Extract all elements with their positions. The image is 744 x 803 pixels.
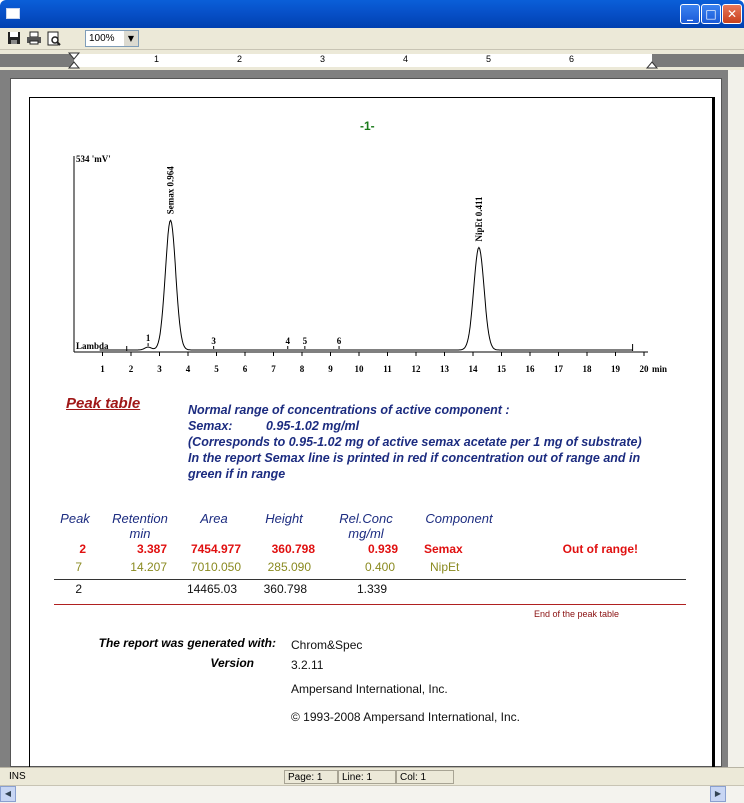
- right-indent-marker[interactable]: [646, 53, 658, 68]
- ruler-body: [74, 54, 652, 67]
- print-icon[interactable]: [26, 31, 42, 47]
- ruler-number: 1: [154, 54, 160, 64]
- col-header-relconc-label: Rel.Conc: [339, 511, 393, 526]
- title-bar: [0, 0, 744, 28]
- table-cell-peak: 7: [75, 560, 82, 574]
- table-end-note: End of the peak table: [534, 609, 620, 619]
- concentration-note: [188, 402, 668, 482]
- table-cell-conc: 0.939: [367, 542, 398, 556]
- table-cell-retention: 3.387: [136, 542, 167, 556]
- vertical-scrollbar[interactable]: [728, 70, 744, 767]
- table-cell-area: 7010.050: [190, 560, 241, 574]
- col-header-retention: [100, 511, 180, 541]
- peak-label: NipEt 0.411: [473, 196, 484, 242]
- note-line: (Corresponds to 0.95-1.02 mg of active semax acetate per 1 mg of substrate): [188, 435, 642, 449]
- signal-trace: [100, 220, 633, 350]
- col-header-height: Height: [265, 511, 303, 526]
- note-line: Normal range of concentrations of active component :: [188, 403, 510, 417]
- note-line: In the report Semax line is printed in red if concentration out of range and in green if in range: [188, 451, 641, 481]
- x-axis-unit: min: [652, 364, 668, 374]
- ruler-number: 3: [320, 54, 326, 64]
- note-semax-range: 0.95-1.02 mg/ml: [266, 419, 360, 433]
- x-tick-label: 17: [554, 364, 563, 374]
- table-cell-component: NipEt: [430, 560, 460, 574]
- x-tick-label: 16: [525, 364, 535, 374]
- x-tick-label: 19: [611, 364, 620, 374]
- note-line: [188, 418, 668, 434]
- x-axis-caption: Lambda: [76, 341, 109, 351]
- toolbar: [0, 28, 744, 50]
- note-semax-label: Semax:: [188, 419, 233, 433]
- peak-label: Semax 0.964: [165, 166, 176, 215]
- x-tick-label: 18: [582, 364, 592, 374]
- col-header-retention-label: Retention: [112, 511, 168, 526]
- status-line: Line: 1: [338, 770, 396, 784]
- copyright: © 1993-2008 Ampersand International, Inc.: [291, 710, 520, 724]
- x-tick-label: 15: [497, 364, 506, 374]
- table-divider: [54, 579, 686, 580]
- table-cell-height: 285.090: [267, 560, 311, 574]
- peak-number-label: 3: [211, 336, 216, 346]
- x-tick-label: 20: [639, 364, 649, 374]
- zoom-select[interactable]: [85, 30, 139, 47]
- peak-number-label: 6: [336, 336, 342, 346]
- zoom-value: 100%: [89, 33, 115, 44]
- horizontal-scrollbar[interactable]: [0, 785, 744, 803]
- peak-number-label: 4: [285, 336, 290, 346]
- ruler-number: 5: [486, 54, 492, 64]
- ruler-number: 2: [237, 54, 243, 64]
- x-tick-label: 11: [383, 364, 392, 374]
- maximize-button[interactable]: □: [701, 4, 721, 24]
- x-tick-label: 6: [242, 364, 248, 374]
- table-cell-height: 360.798: [271, 542, 315, 556]
- x-tick-label: 2: [128, 364, 134, 374]
- x-tick-label: 5: [214, 364, 219, 374]
- total-cell-peak: 2: [75, 582, 82, 596]
- status-bar: [0, 767, 744, 785]
- x-tick-label: 7: [271, 364, 276, 374]
- chromatogram-chart: [60, 150, 668, 375]
- col-header-area: Area: [200, 511, 228, 526]
- col-header-peak: Peak: [60, 511, 90, 526]
- version-label: Version: [210, 656, 254, 670]
- left-indent-marker[interactable]: [68, 53, 80, 68]
- status-out-of-range: Out of range!: [562, 542, 638, 556]
- ruler: [0, 50, 744, 70]
- ruler-number: 6: [569, 54, 575, 64]
- app-icon[interactable]: [6, 8, 20, 19]
- peak-number-label: 1: [145, 333, 151, 344]
- status-col: Col: 1: [396, 770, 454, 784]
- ruler-number: 4: [403, 54, 409, 64]
- x-tick-label: 12: [411, 364, 421, 374]
- status-mode: INS: [9, 771, 26, 782]
- table-end-line: [54, 604, 686, 605]
- total-cell-conc: 1.339: [356, 582, 387, 596]
- x-tick-label: 10: [354, 364, 364, 374]
- x-tick-label: 14: [468, 364, 478, 374]
- peak-number-label: 5: [302, 336, 308, 346]
- x-tick-label: 4: [185, 364, 191, 374]
- col-header-relconc-unit: mg/ml: [348, 526, 384, 541]
- table-cell-retention: 14.207: [130, 560, 167, 574]
- x-tick-label: 3: [157, 364, 162, 374]
- peak-table-title: Peak table: [66, 395, 141, 412]
- status-page: Page: 1: [284, 770, 338, 784]
- x-tick-label: 9: [328, 364, 333, 374]
- generated-with-label: The report was generated with:: [98, 636, 276, 650]
- print-preview-icon[interactable]: [46, 31, 62, 47]
- total-cell-area: 14465.03: [186, 582, 237, 596]
- version-value: 3.2.11: [291, 658, 324, 672]
- scroll-right-icon[interactable]: ▶: [710, 786, 726, 802]
- save-icon[interactable]: [6, 31, 22, 47]
- total-cell-height: 360.798: [263, 582, 307, 596]
- table-cell-area: 7454.977: [190, 542, 241, 556]
- col-header-retention-unit: min: [129, 526, 151, 541]
- x-tick-label: 1: [100, 364, 105, 374]
- page-number: -1-: [360, 119, 375, 133]
- x-tick-label: 13: [440, 364, 449, 374]
- scroll-left-icon[interactable]: ◀: [0, 786, 16, 802]
- table-cell-component: Semax: [424, 542, 463, 556]
- table-cell-conc: 0.400: [364, 560, 395, 574]
- chevron-down-icon[interactable]: ▼: [124, 31, 138, 46]
- close-button[interactable]: ✕: [722, 4, 742, 24]
- app-name: Chrom&Spec: [291, 638, 363, 652]
- company-name: Ampersand International, Inc.: [291, 682, 448, 696]
- col-header-component: Component: [425, 511, 493, 526]
- col-header-relconc: [330, 511, 402, 541]
- x-tick-label: 8: [299, 364, 305, 374]
- table-cell-peak: 2: [79, 542, 86, 556]
- y-axis-label: 534 'mV': [76, 154, 111, 164]
- minimize-button[interactable]: _: [680, 4, 700, 24]
